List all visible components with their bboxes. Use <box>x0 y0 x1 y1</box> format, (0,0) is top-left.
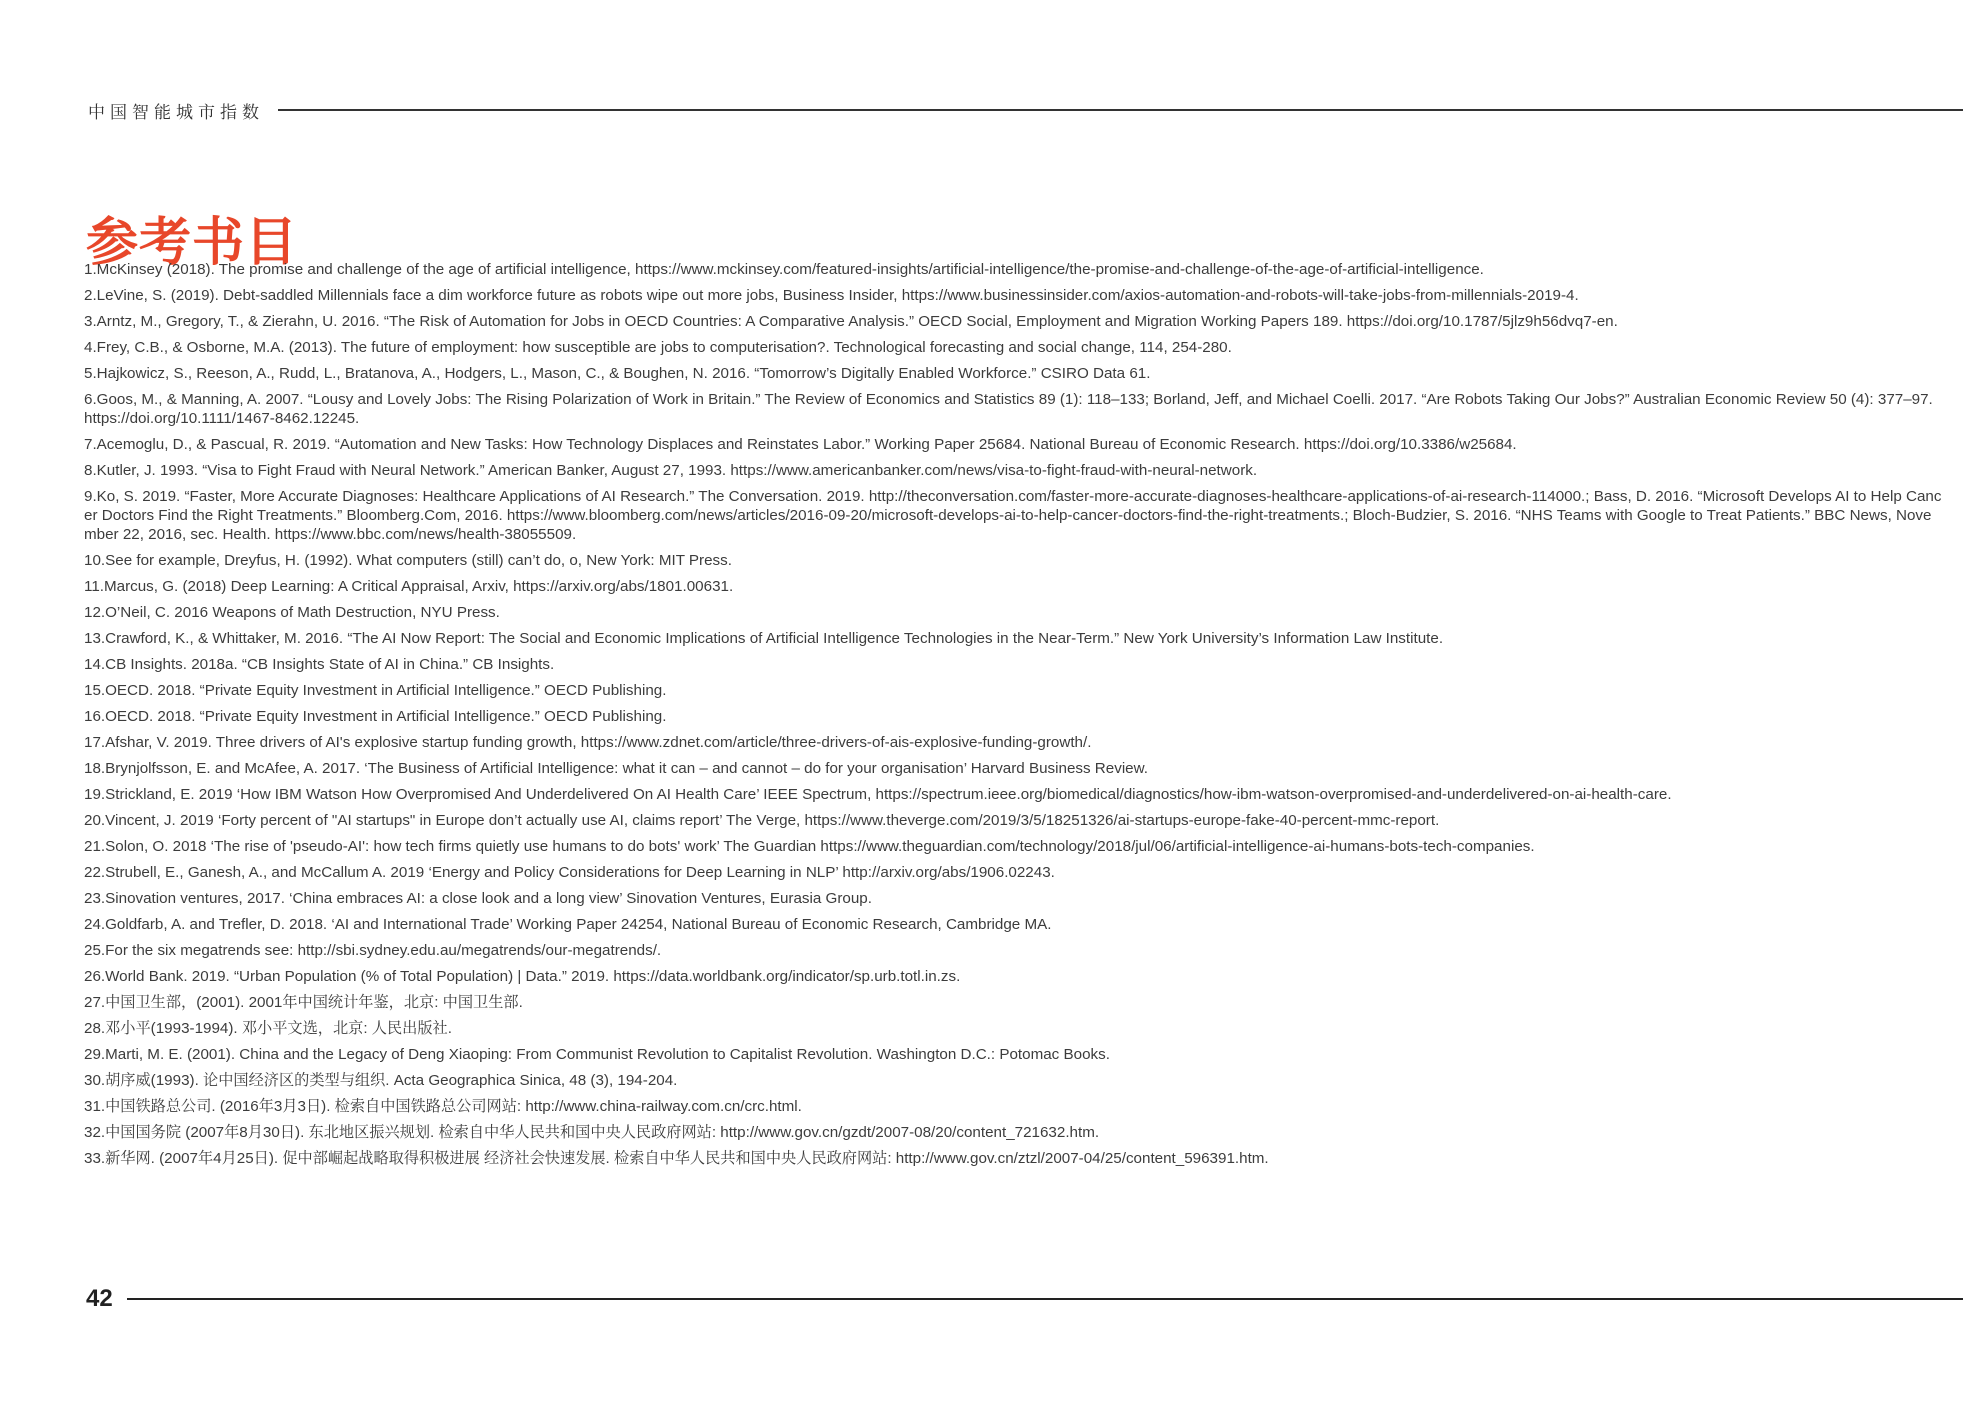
reference-item: 1.McKinsey (2018). The promise and challenge of the age of artificial intelligence, https://www.mckinsey.com/featured-insights/artificial-intelligence/the-promise-and-challenge-of-the-age-of-artificial-intelligence. <box>84 261 1484 278</box>
page-number: 42 <box>86 1285 113 1312</box>
reference-item: 28.邓小平(1993-1994). 邓小平文选，北京: 人民出版社. <box>84 1020 452 1037</box>
reference-item: 14.CB Insights. 2018a. “CB Insights State of AI in China.” CB Insights. <box>84 656 555 673</box>
reference-item: 6.Goos, M., & Manning, A. 2007. “Lousy and Lovely Jobs: The Rising Polarization of Work in Britain.” The Review of Economics and Statistics 89 (1): 118–133; Borland, Jeff, and Michael Coelli. 2017. “Are Robots Taking Our Jobs?” Australian Economic Review 50 (4): 377–97. https://doi.org/10.1111/1467-8462.12245. <box>84 391 1933 427</box>
reference-item: 17.Afshar, V. 2019. Three drivers of AI's explosive startup funding growth, https://www.zdnet.com/article/three-drivers-of-ais-explosive-funding-growth/. <box>84 734 1092 751</box>
reference-item: 18.Brynjolfsson, E. and McAfee, A. 2017. ‘The Business of Artificial Intelligence: what it can – and cannot – do for your organisation’ Harvard Business Review. <box>84 760 1148 777</box>
reference-list <box>84 260 1944 1175</box>
reference-item: 12.O’Neil, C. 2016 Weapons of Math Destruction, NYU Press. <box>84 604 500 621</box>
page-title: 参考书目 <box>86 212 299 273</box>
reference-item: 3.Arntz, M., Gregory, T., & Zierahn, U. 2016. “The Risk of Automation for Jobs in OECD Countries: A Comparative Analysis.” OECD Social, Employment and Migration Working Papers 189. https://doi.org/10.1787/5jlz9h56dvq7-en. <box>84 313 1618 330</box>
reference-item: 9.Ko, S. 2019. “Faster, More Accurate Diagnoses: Healthcare Applications of AI Research.” The Conversation. 2019. http://theconversation.com/faster-more-accurate-diagnoses-healthcare-applications-of-ai-research-114000.; Bass, D. 2016. “Microsoft Develops AI to Help Cancer Doctors Find the Right Treatments.” Bloomberg.Com, 2016. https://www.bloomberg.com/news/articles/2016-09-20/microsoft-develops-ai-to-help-cancer-doctors-find-the-right-treatments.; Bloch-Budzier, S. 2016. “NHS Teams with Google to Treat Patients.” BBC News, November 22, 2016, sec. Health. https://www.bbc.com/news/health-38055509. <box>84 488 1942 543</box>
reference-item: 2.LeVine, S. (2019). Debt-saddled Millennials face a dim workforce future as robots wipe out more jobs, Business Insider, https://www.businessinsider.com/axios-automation-and-robots-will-take-jobs-from-millennials-2019-4. <box>84 287 1579 304</box>
reference-item: 8.Kutler, J. 1993. “Visa to Fight Fraud with Neural Network.” American Banker, August 27, 1993. https://www.americanbanker.com/news/visa-to-fight-fraud-with-neural-network. <box>84 462 1258 479</box>
reference-item: 16.OECD. 2018. “Private Equity Investment in Artificial Intelligence.” OECD Publishing. <box>84 708 667 725</box>
reference-item: 27.中国卫生部，(2001). 2001年中国统计年鉴，北京: 中国卫生部. <box>84 994 523 1011</box>
reference-item: 24.Goldfarb, A. and Trefler, D. 2018. ‘AI and International Trade’ Working Paper 24254, National Bureau of Economic Research, Cambridge MA. <box>84 916 1052 933</box>
reference-item: 30.胡序威(1993). 论中国经济区的类型与组织. Acta Geographica Sinica, 48 (3), 194-204. <box>84 1072 678 1089</box>
reference-item: 31.中国铁路总公司. (2016年3月3日). 检索自中国铁路总公司网站: http://www.china-railway.com.cn/crc.html. <box>84 1098 802 1115</box>
reference-item: 20.Vincent, J. 2019 ‘Forty percent of "AI startups" in Europe don’t actually use AI, claims report’ The Verge, https://www.theverge.com/2019/3/5/18251326/ai-startups-europe-fake-40-percent-mmc-report. <box>84 812 1440 829</box>
page-footer <box>86 1284 1963 1314</box>
header-divider <box>278 109 1963 111</box>
reference-item: 10.See for example, Dreyfus, H. (1992). What computers (still) can’t do, o, New York: MIT Press. <box>84 552 732 569</box>
reference-item: 11.Marcus, G. (2018) Deep Learning: A Critical Appraisal, Arxiv, https://arxiv.org/abs/1801.00631. <box>84 578 734 595</box>
reference-item: 7.Acemoglu, D., & Pascual, R. 2019. “Automation and New Tasks: How Technology Displaces and Reinstates Labor.” Working Paper 25684. National Bureau of Economic Research. https://doi.org/10.3386/w25684. <box>84 436 1517 453</box>
reference-item: 4.Frey, C.B., & Osborne, M.A. (2013). The future of employment: how susceptible are jobs to computerisation?. Technological forecasting and social change, 114, 254-280. <box>84 339 1232 356</box>
reference-item: 25.For the six megatrends see: http://sbi.sydney.edu.au/megatrends/our-megatrends/. <box>84 942 662 959</box>
page-header <box>88 96 1963 124</box>
reference-item: 15.OECD. 2018. “Private Equity Investment in Artificial Intelligence.” OECD Publishing. <box>84 682 667 699</box>
reference-item: 26.World Bank. 2019. “Urban Population (% of Total Population) | Data.” 2019. https://data.worldbank.org/indicator/sp.urb.totl.in.zs. <box>84 968 961 985</box>
reference-item: 29.Marti, M. E. (2001). China and the Legacy of Deng Xiaoping: From Communist Revolution to Capitalist Revolution. Washington D.C.: Potomac Books. <box>84 1046 1110 1063</box>
reference-item: 33.新华网. (2007年4月25日). 促中部崛起战略取得积极进展 经济社会快速发展. 检索自中华人民共和国中央人民政府网站: http://www.gov.cn/ztzl/2007-04/25/content_596391.htm. <box>84 1150 1269 1167</box>
reference-item: 22.Strubell, E., Ganesh, A., and McCallum A. 2019 ‘Energy and Policy Considerations for Deep Learning in NLP’ http://arxiv.org/abs/1906.02243. <box>84 864 1055 881</box>
reference-item: 5.Hajkowicz, S., Reeson, A., Rudd, L., Bratanova, A., Hodgers, L., Mason, C., & Boughen, N. 2016. “Tomorrow’s Digitally Enabled Workforce.” CSIRO Data 61. <box>84 365 1151 382</box>
reference-item: 23.Sinovation ventures, 2017. ‘China embraces AI: a close look and a long view’ Sinovation Ventures, Eurasia Group. <box>84 890 872 907</box>
reference-item: 19.Strickland, E. 2019 ‘How IBM Watson How Overpromised And Underdelivered On AI Health Care’ IEEE Spectrum, https://spectrum.ieee.org/biomedical/diagnostics/how-ibm-watson-overpromised-and-underdelivered-on-ai-health-care. <box>84 786 1672 803</box>
reference-item: 32.中国国务院 (2007年8月30日). 东北地区振兴规划. 检索自中华人民共和国中央人民政府网站: http://www.gov.cn/gzdt/2007-08/20/content_721632.htm. <box>84 1124 1100 1141</box>
reference-item: 21.Solon, O. 2018 ‘The rise of 'pseudo-AI': how tech firms quietly use humans to do bots' work’ The Guardian https://www.theguardian.com/technology/2018/jul/06/artificial-intelligence-ai-humans-bots-tech-companies. <box>84 838 1535 855</box>
header-title: 中国智能城市指数 <box>88 102 264 123</box>
footer-divider <box>127 1298 1963 1300</box>
reference-item: 13.Crawford, K., & Whittaker, M. 2016. “The AI Now Report: The Social and Economic Implications of Artificial Intelligence Technologies in the Near-Term.” New York University’s Information Law Institute. <box>84 630 1444 647</box>
